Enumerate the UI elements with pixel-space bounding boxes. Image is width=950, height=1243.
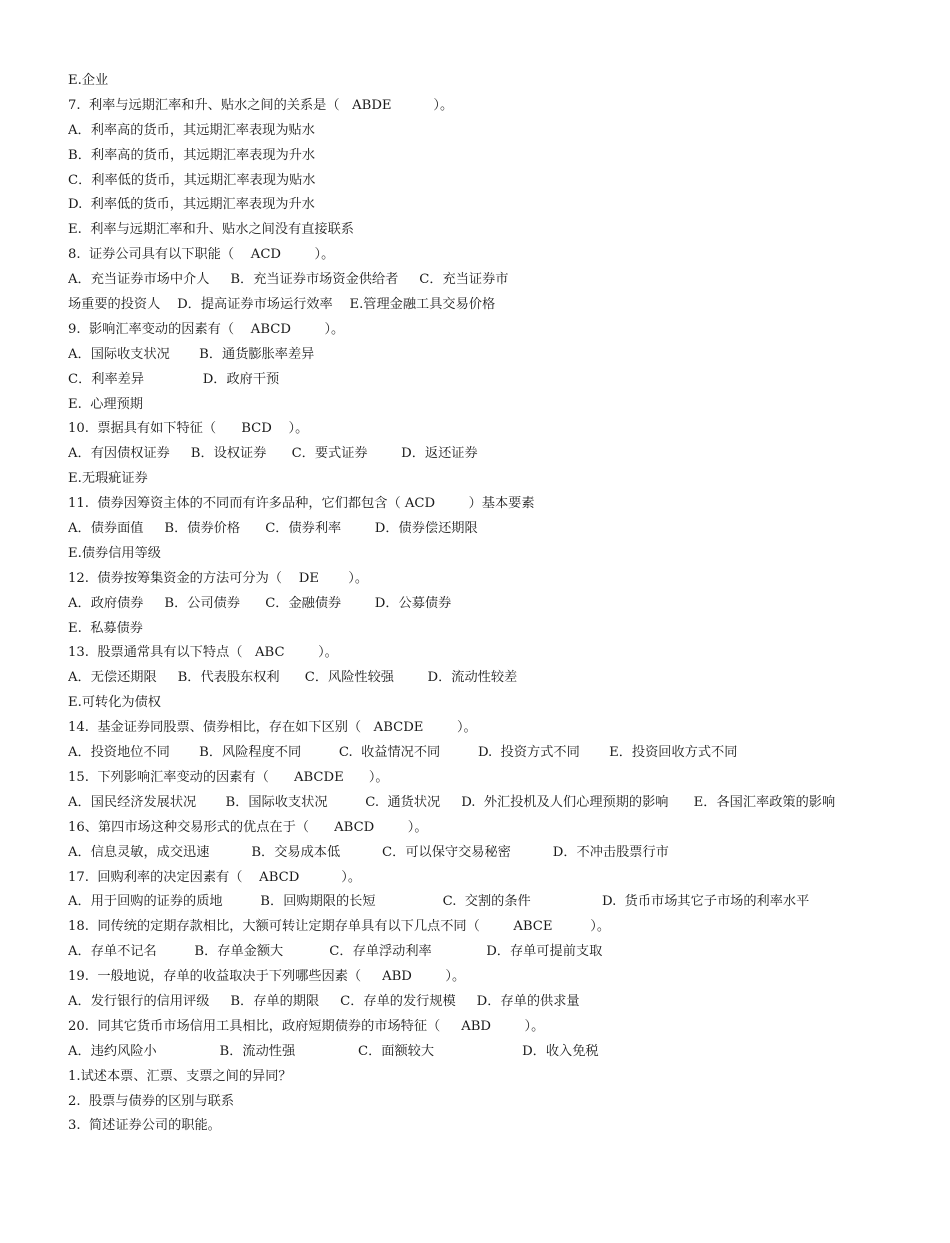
- question-10: 10. 票据具有如下特征（ BCD ）。: [68, 421, 309, 437]
- question-9-options-cd: C．利率差异 D．政府干预: [68, 371, 280, 387]
- question-17-options: A．用于回购的证券的质地 B．回购期限的长短 C. 交割的条件 D. 货币市场其它子市场的利率水平: [68, 894, 810, 910]
- question-12-option-e: E. 私募债券: [68, 620, 143, 636]
- question-13-option-e: E.可转化为债权: [68, 695, 161, 711]
- question-14-options: A．投资地位不同 B．风险程度不同 C. 收益情况不同 D. 投资方式不同 E．投资回收方式不同: [68, 745, 738, 761]
- question-14: 14. 基金证券同股票、债券相比，存在如下区别（ ABCDE ）。: [68, 720, 477, 736]
- question-8-options-line-1: A．充当证券市场中介人 B．充当证券市场资金供给者 C．充当证券市: [68, 272, 509, 288]
- question-9: 9. 影响汇率变动的因素有（ ABCD ）。: [68, 321, 345, 337]
- question-11-option-e: E.债券信用等级: [68, 545, 161, 561]
- question-9-options-ab: A．国际收支状况 B．通货膨胀率差异: [68, 346, 315, 362]
- question-13-options: A．无偿还期限 B．代表股东权利 C．风险性较强 D．流动性较差: [68, 670, 518, 686]
- question-12-options: A．政府债券 B．公司债券 C．金融债券 D．公募债券: [68, 595, 452, 611]
- question-12: 12. 债券按筹集资金的方法可分为（ DE ）。: [68, 570, 369, 586]
- question-7-option-e: E. 利率与远期汇率和升、贴水之间没有直接联系: [68, 222, 354, 238]
- question-7-option-d: D. 利率低的货币，其远期汇率表现为升水: [68, 197, 315, 213]
- question-8-options-line-2: 场重要的投资人 D．提高证券市场运行效率 E.管理金融工具交易价格: [68, 297, 496, 313]
- question-10-option-e: E.无瑕疵证券: [68, 471, 148, 487]
- question-7: 7. 利率与远期汇率和升、贴水之间的关系是（ ABDE ）。: [68, 97, 454, 113]
- question-7-option-c: C．利率低的货币，其远期汇率表现为贴水: [68, 172, 316, 188]
- question-16: 16、第四市场这种交易形式的优点在于（ ABCD ）。: [68, 819, 428, 835]
- question-7-option-b: B．利率高的货币，其远期汇率表现为升水: [68, 147, 316, 163]
- question-20: 20. 同其它货币市场信用工具相比，政府短期债券的市场特征（ ABD ）。: [68, 1018, 545, 1034]
- essay-question-1: 1.试述本票、汇票、支票之间的异同？: [68, 1068, 292, 1084]
- question-20-options: A．违约风险小 B．流动性强 C．面额较大 D．收入免税: [68, 1043, 599, 1059]
- question-15: 15. 下列影响汇率变动的因素有（ ABCDE ）。: [68, 769, 389, 785]
- question-7-option-a: A．利率高的货币，其远期汇率表现为贴水: [68, 122, 315, 138]
- question-19: 19. 一般地说，存单的收益取决于下列哪些因素（ ABD ）。: [68, 969, 466, 985]
- question-18-options: A．存单不记名 B．存单金额大 C．存单浮动利率 D．存单可提前支取: [68, 944, 603, 960]
- question-19-options: A．发行银行的信用评级 B．存单的期限 C．存单的发行规模 D．存单的供求量: [68, 993, 580, 1009]
- text-line-option-e-enterprise: E.企业: [68, 73, 109, 88]
- question-9-option-e: E. 心理预期: [68, 396, 143, 412]
- question-8: 8. 证券公司具有以下职能（ ACD ）。: [68, 247, 335, 263]
- question-10-options: A．有因债权证券 B．设权证券 C．要式证券 D．返还证券: [68, 446, 478, 462]
- question-18: 18. 同传统的定期存款相比，大额可转让定期存单具有以下几点不同（ ABCE ）。: [68, 919, 611, 935]
- question-11: 11. 债券因筹资主体的不同而有许多品种，它们都包含（ ACD ）基本要素: [68, 496, 535, 512]
- question-15-options: A．国民经济发展状况 B．国际收支状况 C. 通货状况 D. 外汇投机及人们心理预期的影响 E．各国汇率政策的影响: [68, 794, 836, 810]
- question-16-options: A．信息灵敏，成交迅速 B．交易成本低 C．可以保守交易秘密 D．不冲击股票行市: [68, 844, 669, 860]
- essay-question-3: 3. 简述证券公司的职能。: [68, 1118, 221, 1134]
- question-17: 17. 回购利率的决定因素有（ ABCD ）。: [68, 869, 362, 885]
- question-11-options: A．债券面值 B．债券价格 C．债券利率 D．债券偿还期限: [68, 521, 478, 537]
- essay-question-2: 2. 股票与债券的区别与联系: [68, 1093, 235, 1109]
- question-13: 13. 股票通常具有以下特点（ ABC ）。: [68, 645, 338, 661]
- document-page: [68, 69, 928, 1139]
